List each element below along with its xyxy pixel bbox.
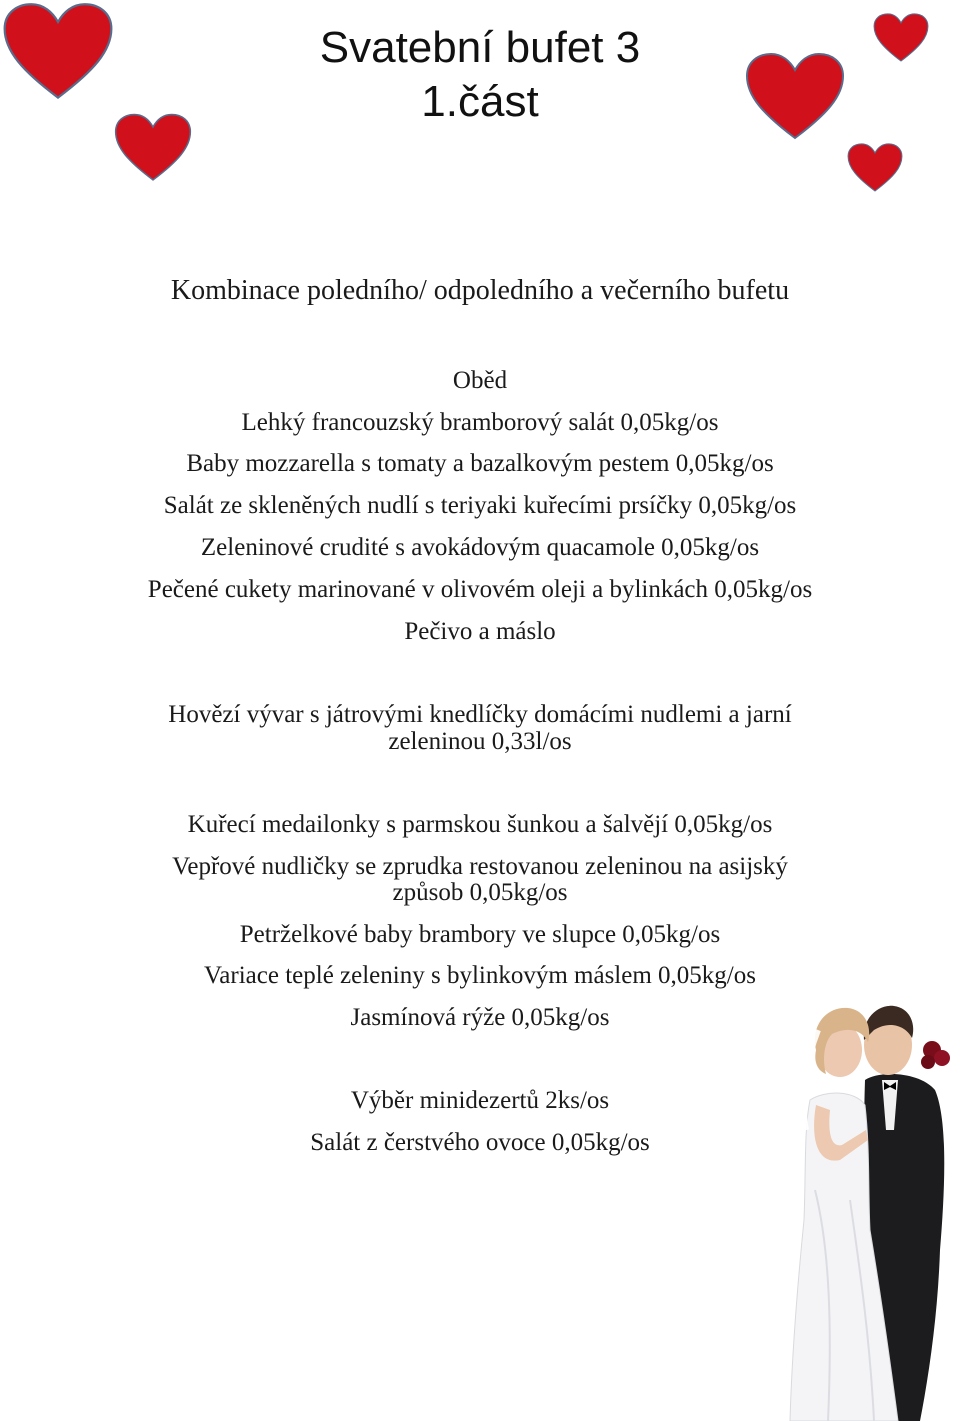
menu-item: Salát ze skleněných nudlí s teriyaki kuřecími prsíčky 0,05kg/os: [163, 492, 797, 519]
menu-subtitle: Kombinace poledního/ odpoledního a večerního bufetu: [170, 275, 790, 306]
soup-item-line1: Hovězí vývar s játrovými knedlíčky domácími nudlemi a jarní: [168, 701, 792, 728]
menu-item: způsob 0,05kg/os: [392, 879, 568, 906]
soup-item-line2: zeleninou 0,33l/os: [388, 728, 572, 755]
menu-item: Baby mozzarella s tomaty a bazalkovým pestem 0,05kg/os: [186, 450, 774, 477]
menu-item: Výběr minidezertů 2ks/os: [350, 1087, 610, 1114]
menu-item: Pečivo a máslo: [404, 618, 556, 645]
menu-item: Variace teplé zeleniny s bylinkovým máslem 0,05kg/os: [204, 962, 756, 989]
page-title: Svatební bufet 3: [319, 23, 641, 72]
menu-item: Kuřecí medailonky s parmskou šunkou a šalvějí 0,05kg/os: [187, 811, 773, 838]
section-heading-lunch: Oběd: [452, 367, 508, 394]
heart-icon: [847, 142, 903, 194]
menu-item: Vepřové nudličky se zprudka restovanou zeleninou na asijský: [172, 853, 788, 880]
menu-item: Lehký francouzský bramborový salát 0,05kg/os: [241, 409, 719, 436]
page-title-part: 1.část: [421, 77, 539, 126]
menu-item: Zeleninové crudité s avokádovým quacamole 0,05kg/os: [200, 534, 760, 561]
menu-item: Petrželkové baby brambory ve slupce 0,05kg/os: [239, 921, 721, 948]
wedding-couple-image: [770, 990, 960, 1421]
menu-item: Salát z čerstvého ovoce 0,05kg/os: [310, 1129, 650, 1156]
menu-item: Jasmínová rýže 0,05kg/os: [350, 1004, 610, 1031]
menu-item: Pečené cukety marinované v olivovém oleji a bylinkách 0,05kg/os: [147, 576, 813, 603]
